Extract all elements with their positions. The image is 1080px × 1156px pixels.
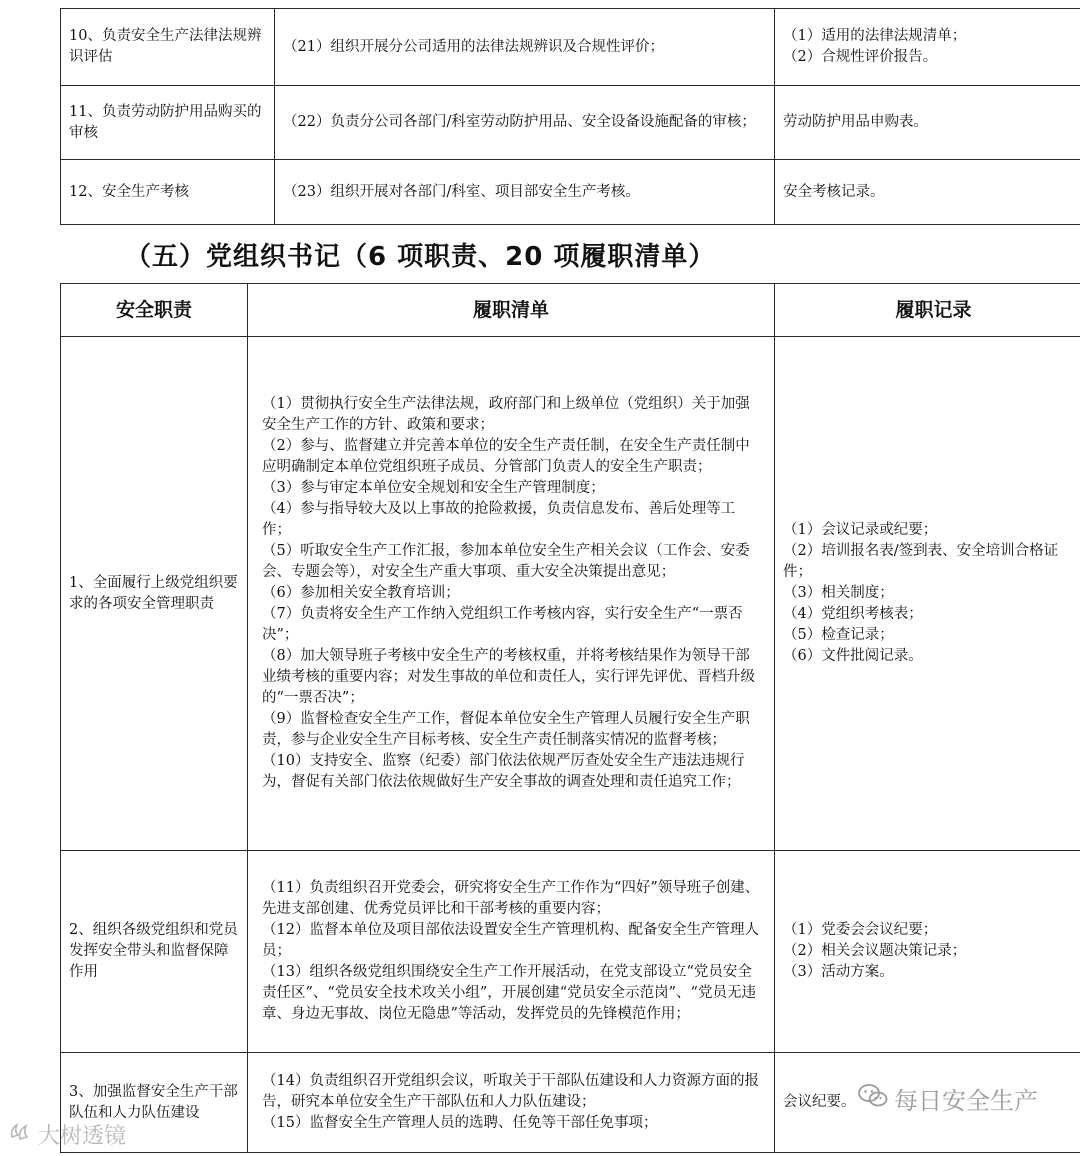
watermark-text: 每日安全生产: [894, 1087, 1038, 1115]
duty-cell: 3、加强监督安全生产干部队伍和人力队伍建设: [61, 1053, 248, 1153]
list-item: （2）参与、监督建立并完善本单位的安全生产责任制，在安全生产责任制中应明确制定本单位党组织班子成员、分管部门负责人的安全生产职责；: [262, 438, 750, 475]
list-item: （4）参与指导较大及以上事故的抢险救援，负责信息发布、善后处理等工作；: [262, 501, 736, 538]
items-cell: [248, 851, 775, 1053]
list-item: （9）监督检查安全生产工作，督促本单位安全生产管理人员履行安全生产职责，参与企业安全生产目标考核、安全生产责任制落实情况的监督考核；: [262, 711, 750, 748]
list-item: （13）组织各级党组织围绕安全生产工作开展活动，在党支部设立“党员安全责任区”、“党员安全技术攻关小组”，开展创建“党员安全示范岗”、“党员无违章、身边无事故、岗位无隐患”等活动，发挥党员的先锋模范作用；: [262, 964, 756, 1022]
items-cell: [275, 160, 775, 225]
table-row: [61, 160, 1080, 225]
table-row: [61, 86, 1080, 160]
list-item: （23）组织开展对各部门/科室、项目部安全生产考核。: [283, 183, 640, 200]
list-item: （1）党委会会议纪要；: [783, 922, 938, 938]
records-cell: [775, 337, 1080, 851]
duty-cell: 10、负责安全生产法律法规辨识评估: [61, 9, 275, 86]
list-item: （4）党组织考核表；: [783, 606, 923, 622]
list-item: （3）相关制度；: [783, 585, 894, 601]
list-item: 安全考核记录。: [783, 183, 885, 200]
logo-icon: [8, 1121, 34, 1149]
items-cell: [275, 9, 775, 86]
corner-watermark: [8, 1119, 126, 1150]
duty-cell: 1、全面履行上级党组织要求的各项安全管理职责: [61, 337, 248, 851]
top-duty-table: [60, 8, 1080, 225]
party-secretary-duty-table: [60, 283, 1080, 1153]
records-cell: [775, 86, 1080, 160]
list-item: 劳动防护用品申购表。: [783, 114, 928, 130]
corner-watermark-text: 大树透镜: [38, 1124, 127, 1149]
records-cell: [775, 851, 1080, 1053]
duty-cell: 12、安全生产考核: [61, 160, 275, 225]
list-item: （14）负责组织召开党组织会议，听取关于干部队伍建设和人力资源方面的报告，研究本单位安全生产干部队伍和人力队伍建设；: [262, 1073, 759, 1110]
table-row: [61, 337, 1080, 851]
list-item: （3）活动方案。: [783, 964, 894, 980]
list-item: （7）负责将安全生产工作纳入党组织工作考核内容，实行安全生产“一票否决”；: [262, 606, 743, 643]
table-header-row: [61, 284, 1080, 337]
list-item: （21）组织开展分公司适用的法律法规辨识及合规性评价；: [283, 38, 664, 55]
list-item: （3）参与审定本单位安全规划和安全生产管理制度；: [262, 480, 605, 496]
list-item: （1）会议记录或纪要；: [783, 522, 938, 538]
list-item: （1）适用的法律法规清单；: [783, 28, 967, 44]
list-item: （5）听取安全生产工作汇报，参加本单位安全生产相关会议（工作会、安委会、专题会等），对安全生产重大事项、重大安全决策提出意见；: [262, 543, 750, 580]
list-item: （10）支持安全、监察（纪委）部门依法依规严厉查处安全生产违法违规行为，督促有关部门依法依规做好生产安全事故的调查处理和责任追究工作；: [262, 753, 745, 790]
list-item: （2）合规性评价报告。: [783, 49, 938, 65]
list-item: （2）相关会议题决策记录；: [783, 943, 967, 959]
items-cell: [248, 1053, 775, 1153]
records-cell: [775, 9, 1080, 86]
list-item: （12）监督本单位及项目部依法设置安全生产管理机构、配备安全生产管理人员；: [262, 922, 759, 959]
list-item: （8）加大领导班子考核中安全生产的考核权重，并将考核结果作为领导干部业绩考核的重要内容；对发生事故的单位和责任人，实行评先评优、晋档升级的“一票否决”；: [262, 648, 755, 706]
list-item: （22）负责分公司各部门/科室劳动防护用品、安全设备设施配备的审核；: [283, 114, 756, 130]
items-cell: [248, 337, 775, 851]
list-item: （6）参加相关安全教育培训；: [262, 585, 460, 601]
column-header-list: 履职清单: [248, 284, 775, 337]
list-item: （2）培训报名表/签到表、安全培训合格证件；: [783, 543, 1059, 580]
column-header-records: 履职记录: [775, 284, 1080, 337]
list-item: 会议纪要。: [783, 1094, 856, 1110]
duty-cell: 11、负责劳动防护用品购买的审核: [61, 86, 275, 160]
list-item: （1）贯彻执行安全生产法律法规，政府部门和上级单位（党组织）关于加强安全生产工作的方针、政策和要求；: [262, 396, 750, 433]
list-item: （15）监督安全生产管理人员的选聘、任免等干部任免事项；: [262, 1115, 658, 1131]
list-item: （6）文件批阅记录。: [783, 648, 923, 664]
records-cell: [775, 160, 1080, 225]
section-heading: （五）党组织书记（6 项职责、20 项履职清单）: [125, 242, 716, 272]
list-item: （5）检查记录；: [783, 627, 894, 643]
duty-cell: 2、组织各级党组织和党员发挥安全带头和监督保障作用: [61, 851, 248, 1053]
wechat-icon: [858, 1083, 888, 1115]
watermark: [858, 1081, 1038, 1116]
table-row: [61, 851, 1080, 1053]
list-item: （11）负责组织召开党委会，研究将安全生产工作作为“四好”领导班子创建、先进支部创建、优秀党员评比和干部考核的重要内容；: [262, 880, 760, 917]
column-header-duty: 安全职责: [61, 284, 248, 337]
table-row: [61, 9, 1080, 86]
items-cell: [275, 86, 775, 160]
